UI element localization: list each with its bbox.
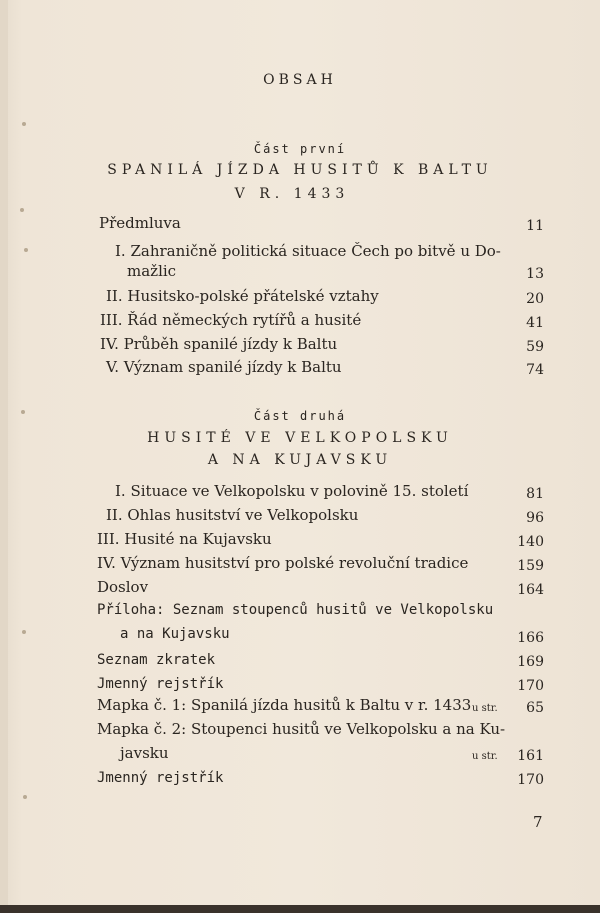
toc-page: 166 [517,630,544,646]
part1-heading: SPANILÁ JÍZDA HUSITŮ K BALTU [107,162,493,178]
toc-page: 11 [526,218,544,234]
paper-speck [23,795,27,799]
toc-entry-chapter-4[interactable]: IV. Průběh spanilé jízdy k Baltu [100,335,338,353]
toc-page: 159 [517,558,544,574]
toc-entry-priloha[interactable]: Příloha: Seznam stoupenců husitů ve Velkopolsku [97,602,494,618]
part1-label: Část první [253,142,347,156]
toc-page: 13 [526,266,544,282]
toc-page: 140 [517,534,544,550]
toc-page: 81 [526,486,544,502]
toc-page: 161 [517,748,544,764]
toc-entry-chapter-3[interactable]: III. Husité na Kujavsku [97,530,272,548]
toc-entry-chapter-2[interactable]: II. Ohlas husitství ve Velkopolsku [106,506,359,524]
paper-speck [22,630,26,634]
toc-page: 169 [517,654,544,670]
toc-page-prefix: u str. [472,751,498,762]
toc-entry-chapter-1-cont: mažlic [127,262,177,280]
toc-page: 41 [526,315,544,331]
part2-heading-line2: A NA KUJAVSKU [207,452,393,468]
toc-entry-mapka-2-cont: javsku [120,744,169,762]
toc-entry-priloha-cont: a na Kujavsku [120,626,230,642]
toc-entry-chapter-2[interactable]: II. Husitsko-polské přátelské vztahy [106,287,379,305]
toc-entry-predmluva[interactable]: Předmluva [99,214,181,232]
toc-page: 65 [526,700,544,716]
toc-entry-rejstrik[interactable]: Jmenný rejstřík [97,676,224,692]
toc-entry-zkratky[interactable]: Seznam zkratek [97,652,216,668]
toc-entry-rejstrik-2[interactable]: Jmenný rejstřík [97,770,224,786]
toc-entry-chapter-1[interactable]: I. Zahraničně politická situace Čech po bitvě u Do- [115,242,501,260]
toc-entry-chapter-1[interactable]: I. Situace ve Velkopolsku v polovině 15. století [115,482,469,500]
paper-speck [22,122,26,126]
page-number: 7 [533,813,543,831]
toc-page: 164 [517,582,544,598]
part2-label: Část druhá [253,409,347,423]
page-title: OBSAH [263,72,337,88]
toc-entry-chapter-4[interactable]: IV. Význam husitství pro polské revoluční tradice [97,554,469,572]
toc-entry-doslov[interactable]: Doslov [97,578,149,596]
toc-page: 59 [526,339,544,355]
toc-entry-chapter-3[interactable]: III. Řád německých rytířů a husité [100,311,362,329]
toc-page: 96 [526,510,544,526]
toc-entry-chapter-5[interactable]: V. Význam spanilé jízdy k Baltu [106,358,342,376]
paper-speck [20,208,24,212]
toc-page: 74 [526,362,544,378]
part2-heading: HUSITÉ VE VELKOPOLSKU [147,430,453,446]
toc-page: 20 [526,291,544,307]
part1-heading-year: V R. 1433 [234,186,350,202]
toc-page-prefix: u str. [472,703,498,714]
paper-speck [24,248,28,252]
toc-entry-mapka-1[interactable]: Mapka č. 1: Spanilá jízda husitů k Baltu v r. 1433 [97,696,472,714]
toc-page: 170 [517,772,544,788]
toc-page: 170 [517,678,544,694]
toc-entry-mapka-2[interactable]: Mapka č. 2: Stoupenci husitů ve Velkopolsku a na Ku- [97,720,506,738]
page-bottom-edge [0,905,600,913]
